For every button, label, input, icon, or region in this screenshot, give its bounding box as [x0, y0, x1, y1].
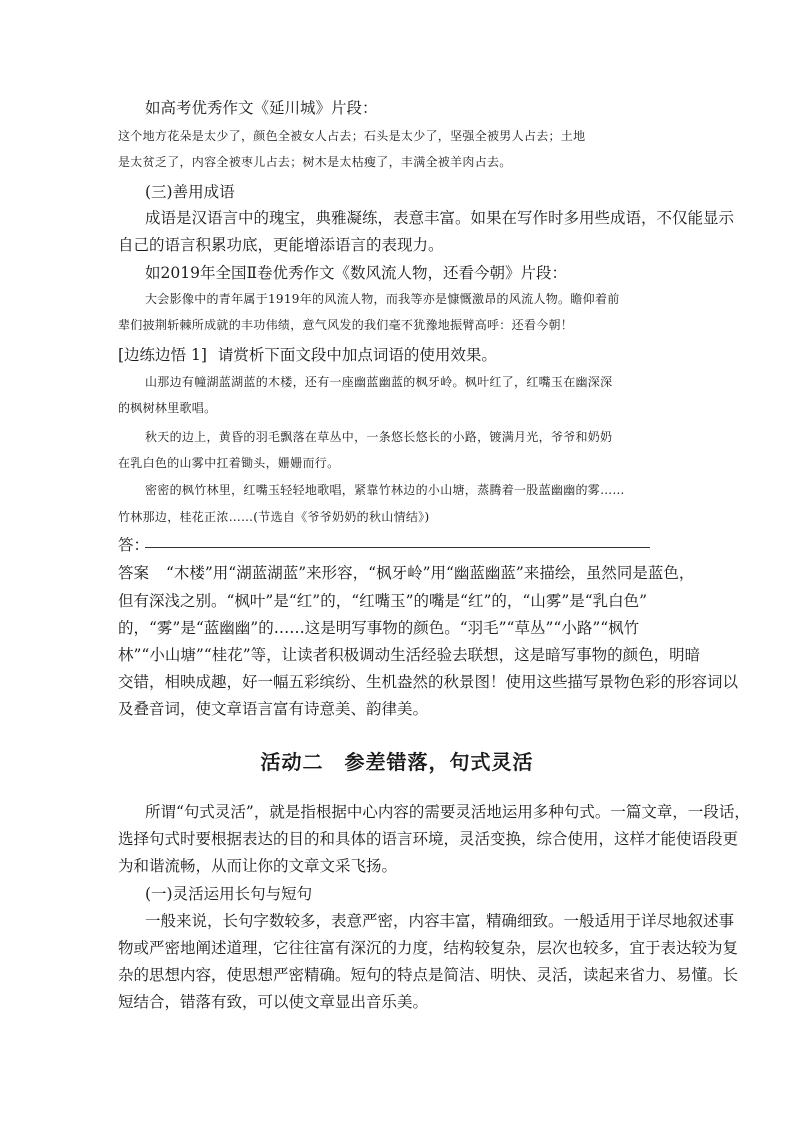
answer-blank [145, 547, 650, 548]
paragraph-line: 一般来说，长句字数较多，表意严密，内容丰富，精确细致。一般适用于详尽地叙述事 [145, 912, 735, 930]
exercise-tag: [边练边悟 1] [118, 346, 207, 364]
paragraph-line: 选择句式时要根据表达的目的和具体的语言环境，灵活变换，综合使用，这样才能使语段更 [118, 830, 739, 848]
answer-line: 及叠音词，使文章语言富有诗意美、韵律美。 [118, 700, 429, 718]
passage-line: 的枫树林里歌唱。 [118, 401, 217, 415]
section-heading: 活动二 参差错落，句式灵活 [260, 750, 534, 774]
answer-text: “木楼”用“湖蓝湖蓝”来形容，“枫牙岭”用“幽蓝幽蓝”来描绘，虽然同是蓝色， [165, 564, 695, 582]
subsection-title: (三)善用成语 [145, 183, 235, 201]
paragraph-line: 自己的语言积累功底，更能增添语言的表现力。 [118, 236, 444, 254]
example-intro: 如高考优秀作文《延川城》片段： [145, 99, 378, 117]
exercise-question: 请赏析下面文段中加点词语的使用效果。 [217, 346, 497, 364]
quote-line: 这个地方花朵是太少了，颜色全被女人占去；石头是太少了，坚强全被男人占去；土地 [118, 129, 586, 143]
answer-tag: 答案 [118, 564, 150, 582]
answer-line: 但有深浅之别。“枫叶”是“红”的，“红嘴玉”的嘴是“红”的，“山雾”是“乳白色” [118, 592, 648, 610]
answer-line: 交错，相映成趣，好一幅五彩缤纷、生机盎然的秋景图！使用这些描写景物色彩的形容词以 [118, 673, 739, 691]
paragraph-line: 所谓“句式灵活”，就是指根据中心内容的需要灵活地运用多种句式。一篇文章，一段话， [145, 803, 750, 821]
paragraph-line: 为和谐流畅，从而让你的文章文采飞扬。 [118, 857, 398, 875]
passage-line: 密密的枫竹林里，红嘴玉轻轻地歌唱，紧靠竹林边的小山塘，蒸腾着一股蓝幽幽的雾…… [145, 483, 625, 497]
example-intro: 如2019年全国Ⅱ卷优秀作文《数风流人物，还看今朝》片段： [145, 264, 567, 282]
answer-line [118, 561, 694, 583]
paragraph-line: 成语是汉语言中的瑰宝，典雅凝练，表意丰富。如果在写作时多用些成语，不仅能显示 [145, 209, 735, 227]
quote-line: 辈们披荆斩棘所成就的丰功伟绩，意气风发的我们毫不犹豫地振臂高呼：还看今朝！ [118, 318, 574, 332]
answer-prompt: 答： [118, 536, 150, 554]
paragraph-line: 短结合，错落有致，可以使文章显出音乐美。 [118, 993, 429, 1011]
passage-line: 竹林那边，桂花正浓……(节选自《爷爷奶奶的秋山情结》) [118, 510, 430, 524]
answer-line: 林”“小山塘”“桂花”等，让读者积极调动生活经验去联想，这是暗写事物的颜色，明暗 [118, 646, 701, 664]
subsection-title: (一)灵活运用长句与短句 [145, 885, 313, 903]
paragraph-line: 物或严密地阐述道理，它往往富有深沉的力度，结构较复杂，层次也较多，宜于表达较为复 [118, 939, 739, 957]
passage-line: 山那边有幢湖蓝湖蓝的木楼，还有一座幽蓝幽蓝的枫牙岭。枫叶红了，红嘴玉在幽深深 [145, 375, 613, 389]
quote-line: 是太贫乏了，内容全被枣儿占去；树木是太枯瘦了，丰满全被羊肉占去。 [118, 155, 512, 169]
passage-line: 在乳白色的山雾中扛着锄头，姗姗而行。 [118, 456, 340, 470]
answer-line: 的，“雾”是“蓝幽幽”的……这是明写事物的颜色。“羽毛”“草丛”“小路”“枫竹 [118, 619, 640, 637]
paragraph-line: 杂的思想内容，使思想严密精确。短句的特点是简洁、明快、灵活，读起来省力、易懂。长 [118, 966, 739, 984]
exercise-prompt [118, 343, 497, 365]
quote-line: 大会影像中的青年属于1919年的风流人物，而我等亦是慷慨激昂的风流人物。瞻仰着前 [145, 292, 620, 306]
passage-line: 秋天的边上，黄昏的羽毛飘落在草丛中，一条悠长悠长的小路，镀满月光，爷爷和奶奶 [145, 430, 613, 444]
